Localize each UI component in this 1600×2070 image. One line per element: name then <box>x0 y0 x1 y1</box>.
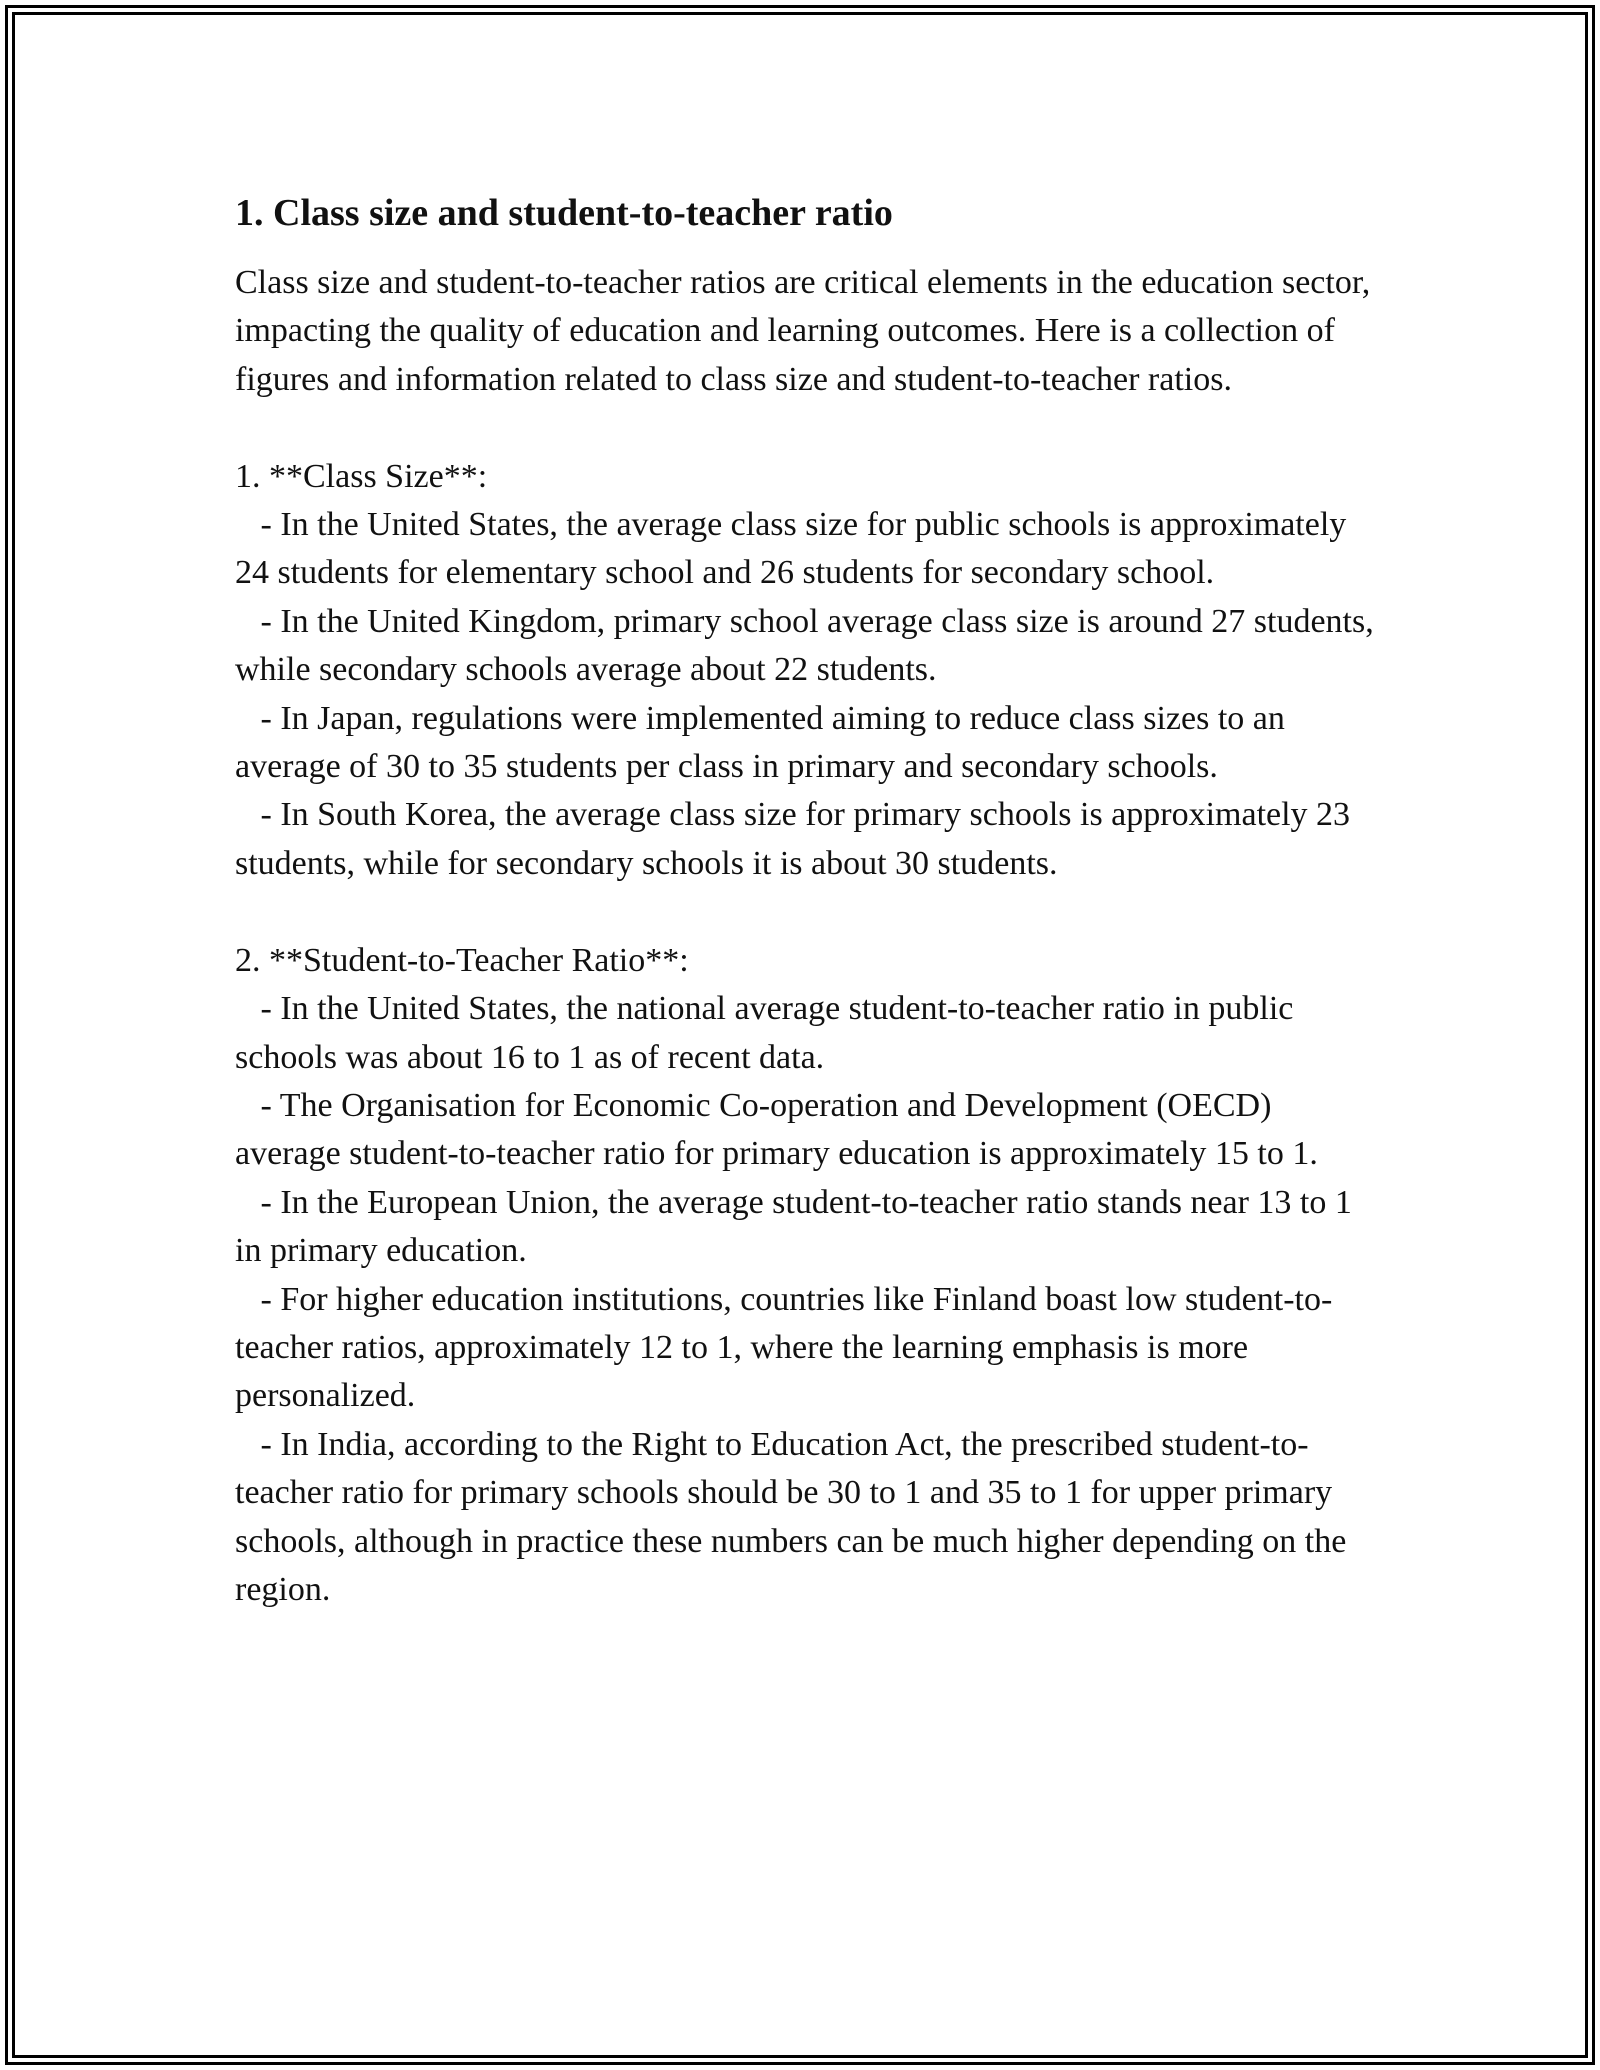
document-content <box>235 185 1375 1614</box>
section-heading: 1. Class size and student-to-teacher ratio <box>235 192 893 234</box>
section-body: Class size and student-to-teacher ratios are critical elements in the education sector, impacting the quality of education and learning outcomes. Here is a collection of figures and information related to class size and student-to-teacher ratios. 1. **Class Size**: - In the United States, the average class size for public schools is approximately 24 students for elementary school and 26 students for secondary school. - In the United Kingdom, primary school average class size is around 27 students, while secondary schools average about 22 students. - In Japan, regulations were implemented aiming to reduce class sizes to an average of 30 to 35 students per class in primary and secondary schools. - In South Korea, the average class size for primary schools is approximately 23 students, while for secondary schools it is about 30 students. 2. **Student-to-Teacher Ratio**: - In the United States, the national average student-to-teacher ratio in public schools was about 16 to 1 as of recent data. - The Organisation for Economic Co-operation and Development (OECD) average student-to-teacher ratio for primary education is approximately 15 to 1. - In the European Union, the average student-to-teacher ratio stands near 13 to 1 in primary education. - For higher education institutions, countries like Finland boast low student-to-teacher ratios, approximately 12 to 1, where the learning emphasis is more personalized. - In India, according to the Right to Education Act, the prescribed student-to-teacher ratio for primary schools should be 30 to 1 and 35 to 1 for upper primary schools, although in practice these numbers can be much higher depending on the region. <box>235 264 1374 1608</box>
